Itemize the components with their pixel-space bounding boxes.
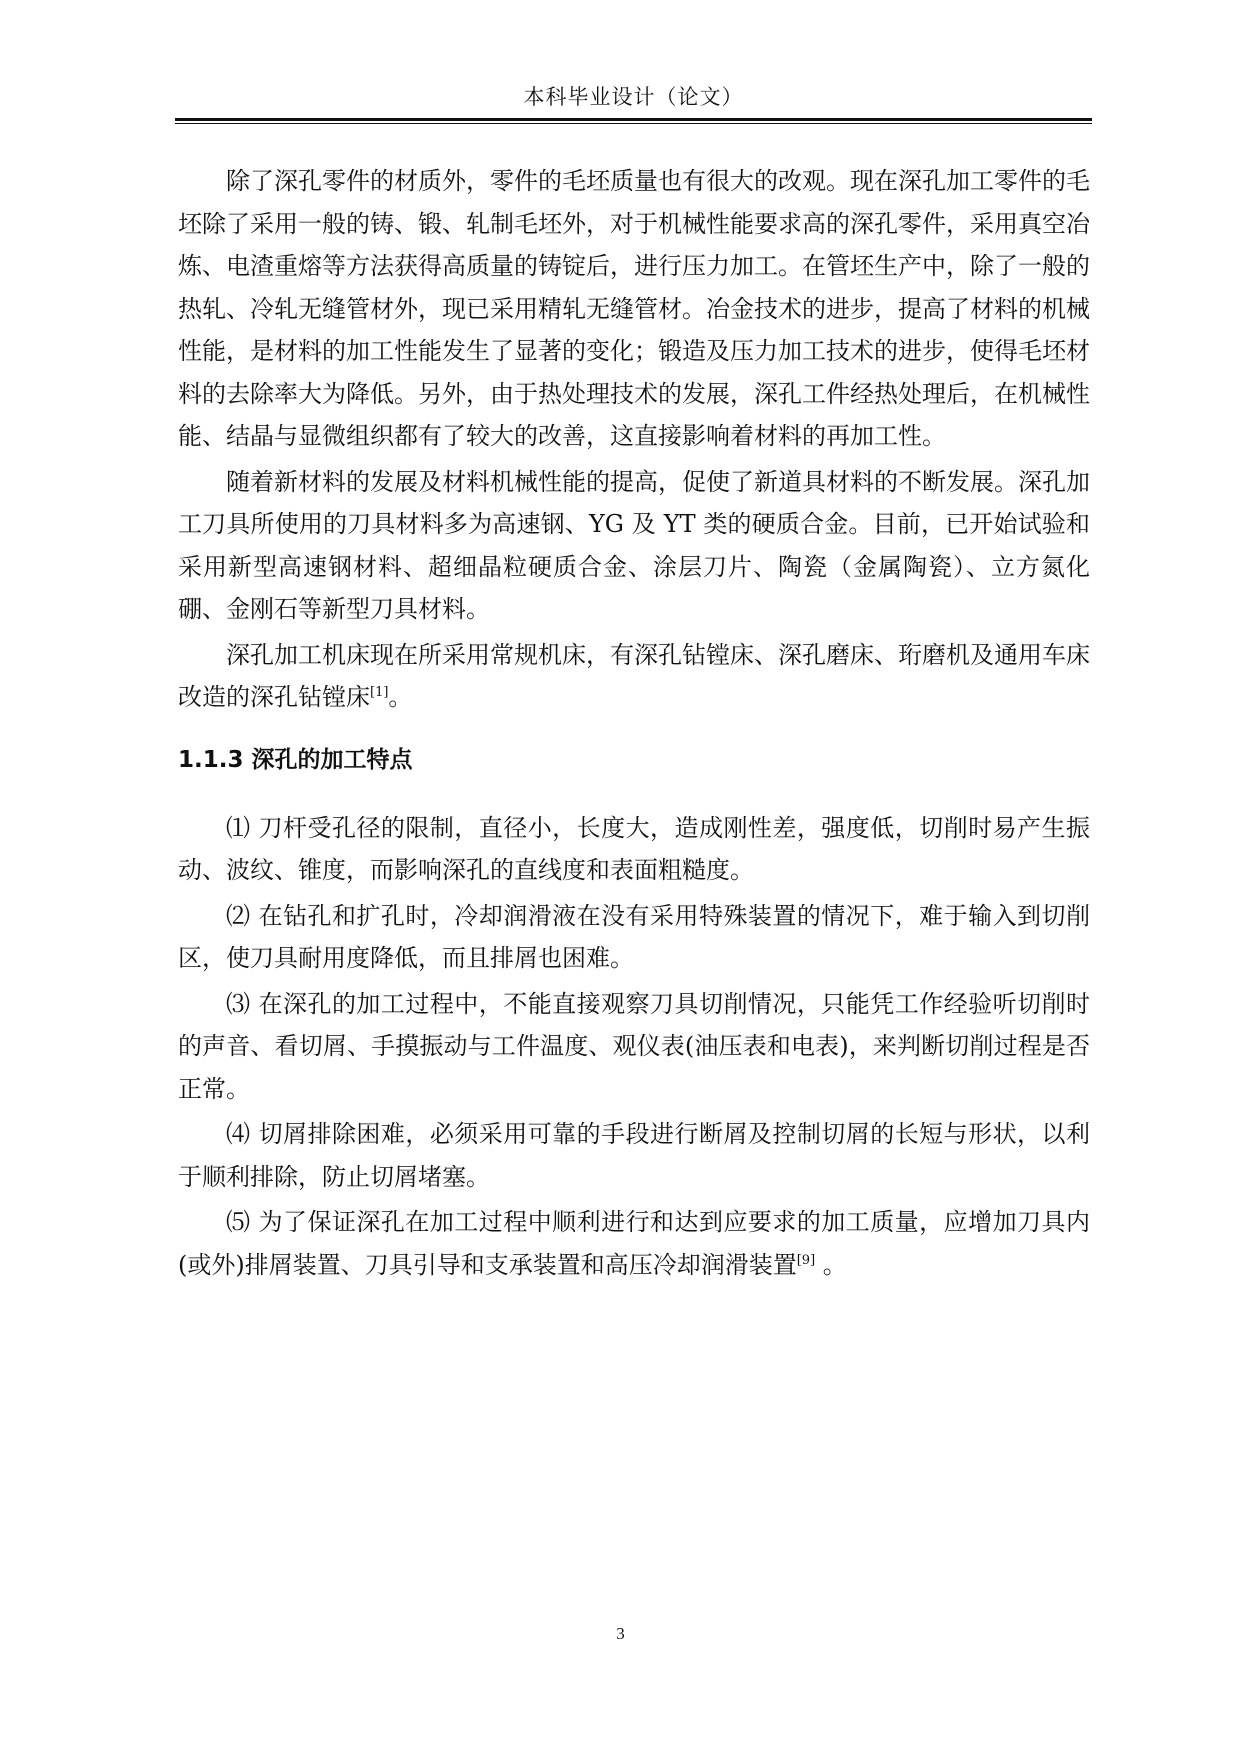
paragraph-machine-tools-tail: 。 bbox=[388, 683, 413, 711]
citation-ref: [9] bbox=[796, 1252, 816, 1268]
list-item-4: ⑷ 切屑排除困难，必须采用可靠的手段进行断屑及控制切屑的长短与形状，以利于顺利排除，防止切屑堵塞。 bbox=[178, 1120, 1090, 1191]
list-item-5-tail: 。 bbox=[815, 1250, 847, 1279]
list-item-1: ⑴ 刀杆受孔径的限制，直径小，长度大，造成刚性差，强度低，切削时易产生振动、波纹、锥度，而影响深孔的直线度和表面粗糙度。 bbox=[178, 813, 1090, 884]
document-body bbox=[178, 160, 1090, 1286]
list-item-2: ⑵ 在钻孔和扩孔时，冷却润滑液在没有采用特殊装置的情况下，难于输入到切削区，使刀具耐用度降低，而且排屑也困难。 bbox=[178, 901, 1090, 972]
page-header-title: 本科毕业设计（论文） bbox=[523, 85, 744, 109]
section-heading bbox=[178, 745, 1090, 775]
section-number: 1.1.3 bbox=[178, 746, 244, 773]
page-number: 3 bbox=[616, 1624, 625, 1643]
citation-ref: [1] bbox=[370, 685, 389, 700]
section-title: 深孔的加工特点 bbox=[251, 746, 413, 773]
paragraph-machine-tools-text: 深孔加工机床现在所采用常规机床，有深孔钻镗床、深孔磨床、珩磨机及通用车床改造的深孔钻镗床 bbox=[178, 640, 1090, 711]
paragraph-tool-materials: 随着新材料的发展及材料机械性能的提高，促使了新道具材料的不断发展。深孔加工刀具所使用的刀具材料多为高速钢、YG 及 YT 类的硬质合金。目前，已开始试验和采用新型高速钢材料、超细晶粒硬质合金、涂层刀片、陶瓷（金属陶瓷）、立方氮化硼、金刚石等新型刀具材料。 bbox=[178, 467, 1090, 623]
paragraph-machine-tools bbox=[178, 634, 1090, 719]
list-item-5-text: ⑸ 为了保证深孔在加工过程中顺利进行和达到应要求的加工质量，应增加刀具内(或外)排屑装置、刀具引导和支承装置和高压冷却润滑装置 bbox=[178, 1208, 1090, 1279]
paragraph-blank-quality: 除了深孔零件的材质外，零件的毛坯质量也有很大的改观。现在深孔加工零件的毛坯除了采用一般的铸、锻、轧制毛坯外，对于机械性能要求高的深孔零件，采用真空冶炼、电渣重熔等方法获得高质量的铸锭后，进行压力加工。在管坯生产中，除了一般的热轧、冷轧无缝管材外，现已采用精轧无缝管材。冶金技术的进步，提高了材料的机械性能，是材料的加工性能发生了显著的变化；锻造及压力加工技术的进步，使得毛坯材料的去除率大为降低。另外，由于热处理技术的发展，深孔工件经热处理后，在机械性能、结晶与显微组织都有了较大的改善，这直接影响着材料的再加工性。 bbox=[178, 167, 1090, 450]
list-item-5 bbox=[178, 1201, 1090, 1286]
list-item-3: ⑶ 在深孔的加工过程中，不能直接观察刀具切削情况，只能凭工作经验听切削时的声音、看切屑、手摸振动与工件温度、观仪表(油压表和电表)，来判断切削过程是否正常。 bbox=[178, 989, 1090, 1103]
header-rule-thick bbox=[175, 118, 1092, 121]
header-rule-thin bbox=[175, 123, 1092, 124]
